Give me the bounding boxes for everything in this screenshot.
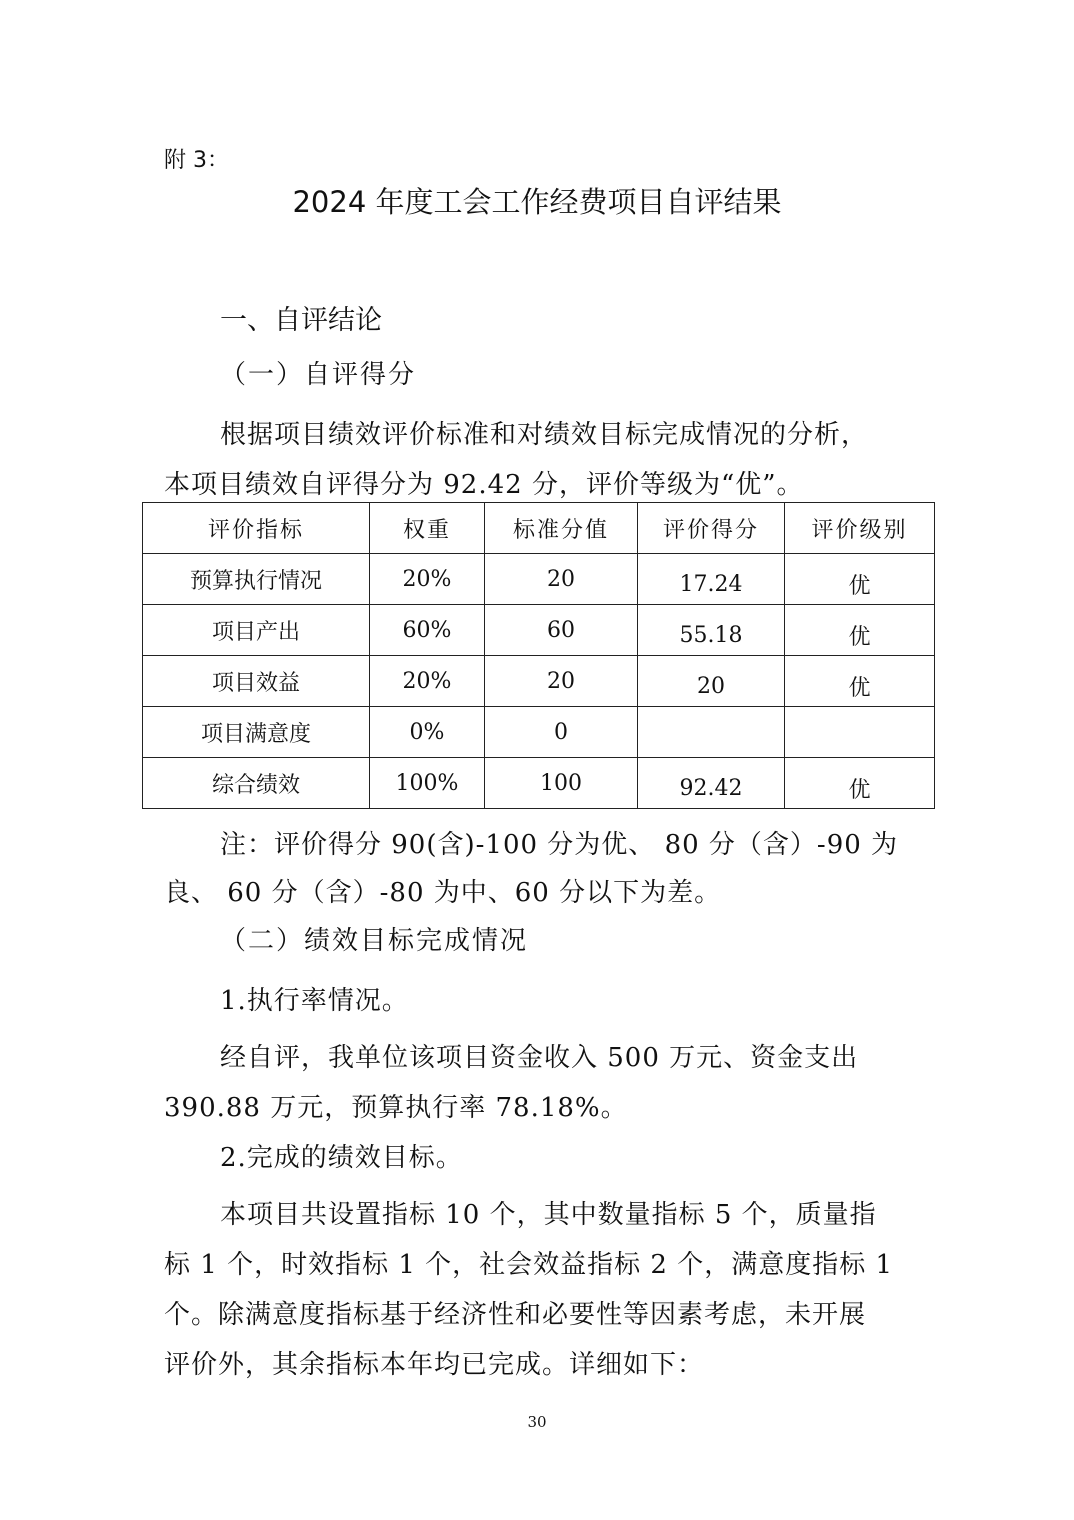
item-heading-execution-rate: 1.执行率情况。 — [220, 986, 409, 1016]
subsection-heading-goals: （二）绩效目标完成情况 — [220, 926, 529, 956]
section-heading-conclusion: 一、自评结论 — [220, 305, 382, 336]
grade-value: 优 — [848, 624, 871, 650]
page-number: 30 — [527, 1413, 547, 1431]
cell-grade — [785, 707, 935, 758]
score-table — [142, 502, 935, 809]
cell-evaluation-score — [638, 656, 785, 707]
cell-standard-score: 60 — [485, 605, 638, 656]
cell-weight: 0% — [370, 707, 485, 758]
cell-evaluation-score — [638, 758, 785, 809]
table-row — [143, 554, 935, 605]
score-value: 92.42 — [679, 775, 743, 801]
header-standard-score: 标准分值 — [485, 503, 638, 554]
cell-standard-score: 20 — [485, 554, 638, 605]
annex-label: 附 3： — [164, 148, 229, 173]
grade-value: 优 — [848, 573, 871, 599]
score-value: 17.24 — [679, 571, 743, 597]
score-value: 20 — [697, 673, 725, 699]
cell-weight: 60% — [370, 605, 485, 656]
execution-paragraph-line-2: 390.88 万元，预算执行率 78.18%。 — [164, 1093, 628, 1123]
table-row — [143, 707, 935, 758]
cell-standard-score: 100 — [485, 758, 638, 809]
cell-indicator: 项目效益 — [143, 656, 370, 707]
table-row — [143, 656, 935, 707]
grade-value: 优 — [848, 777, 871, 803]
cell-indicator: 项目产出 — [143, 605, 370, 656]
cell-grade — [785, 656, 935, 707]
cell-grade — [785, 758, 935, 809]
page-title: 2024 年度工会工作经费项目自评结果 — [292, 185, 782, 219]
header-grade: 评价级别 — [785, 503, 935, 554]
score-value: 55.18 — [679, 622, 743, 648]
subsection-heading-score: （一）自评得分 — [220, 360, 417, 390]
cell-evaluation-score — [638, 605, 785, 656]
cell-indicator: 预算执行情况 — [143, 554, 370, 605]
table-row — [143, 605, 935, 656]
cell-weight: 20% — [370, 554, 485, 605]
table-row — [143, 758, 935, 809]
goals-paragraph-line-1: 本项目共设置指标 10 个，其中数量指标 5 个，质量指 — [220, 1200, 877, 1230]
cell-standard-score: 0 — [485, 707, 638, 758]
goals-paragraph-line-3: 个。除满意度指标基于经济性和必要性等因素考虑，未开展 — [164, 1300, 867, 1330]
cell-evaluation-score — [638, 707, 785, 758]
grade-value: 优 — [848, 675, 871, 701]
cell-indicator: 综合绩效 — [143, 758, 370, 809]
table-header-row — [143, 503, 935, 554]
score-paragraph-line-2: 本项目绩效自评得分为 92.42 分，评价等级为“优”。 — [164, 470, 804, 500]
header-indicator: 评价指标 — [143, 503, 370, 554]
cell-evaluation-score — [638, 554, 785, 605]
score-paragraph-line-1: 根据项目绩效评价标准和对绩效目标完成情况的分析， — [220, 420, 869, 450]
cell-standard-score: 20 — [485, 656, 638, 707]
cell-indicator: 项目满意度 — [143, 707, 370, 758]
cell-grade — [785, 554, 935, 605]
item-heading-completed-goals: 2.完成的绩效目标。 — [220, 1143, 463, 1173]
cell-weight: 20% — [370, 656, 485, 707]
cell-grade — [785, 605, 935, 656]
header-evaluation-score: 评价得分 — [638, 503, 785, 554]
execution-paragraph-line-1: 经自评，我单位该项目资金收入 500 万元、资金支出 — [220, 1043, 859, 1073]
note-line-1: 注：评价得分 90(含)-100 分为优、 80 分（含）-90 为 — [220, 830, 899, 860]
header-weight: 权重 — [370, 503, 485, 554]
note-line-2: 良、 60 分（含）-80 为中、60 分以下为差。 — [164, 878, 722, 908]
goals-paragraph-line-4: 评价外，其余指标本年均已完成。详细如下： — [164, 1350, 705, 1380]
goals-paragraph-line-2: 标 1 个，时效指标 1 个，社会效益指标 2 个，满意度指标 1 — [164, 1250, 894, 1280]
cell-weight: 100% — [370, 758, 485, 809]
